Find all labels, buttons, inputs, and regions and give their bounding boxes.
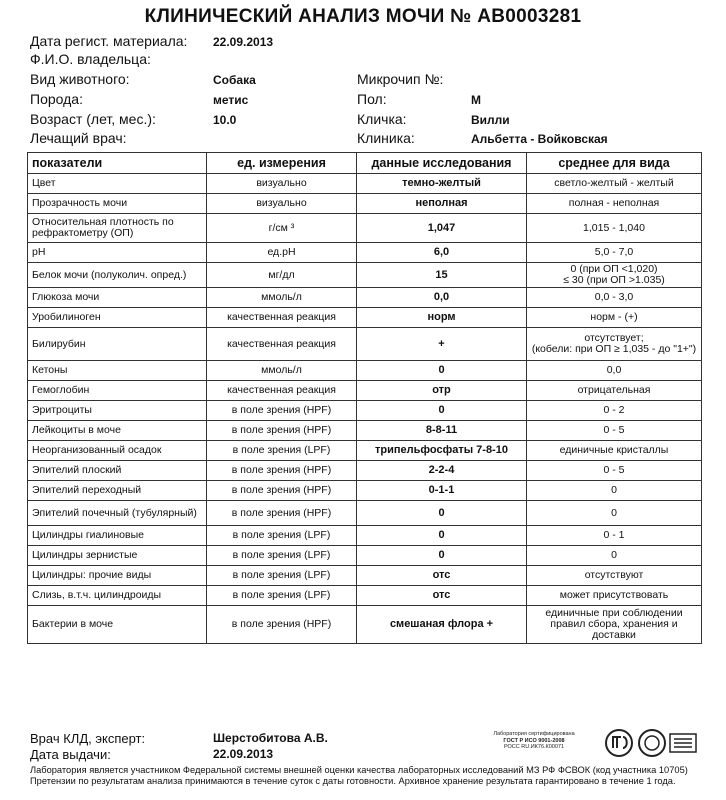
- col-header-unit: ед. измерения: [207, 153, 357, 174]
- row-reference: 5,0 - 7,0: [527, 243, 702, 263]
- row-unit: в поле зрения (LPF): [207, 586, 357, 606]
- row-result: смешаная флора +: [357, 606, 527, 644]
- row-unit: ммоль/л: [207, 361, 357, 381]
- row-parameter: Цилиндры: прочие виды: [28, 566, 207, 586]
- row-reference: 0: [527, 546, 702, 566]
- results-table: [27, 152, 702, 644]
- row-parameter: Цилиндры зернистые: [28, 546, 207, 566]
- row-result: 0: [357, 401, 527, 421]
- species-value: Собака: [213, 73, 256, 87]
- row-unit: в поле зрения (HPF): [207, 461, 357, 481]
- table-row: [28, 328, 702, 361]
- row-unit: визуально: [207, 194, 357, 214]
- table-row: [28, 546, 702, 566]
- table-row: [28, 194, 702, 214]
- expert-value: Шерстобитова А.В.: [213, 731, 328, 745]
- row-result: неполная: [357, 194, 527, 214]
- row-parameter: Уробилиноген: [28, 308, 207, 328]
- clinic-value: Альбетта - Войковская: [471, 132, 608, 146]
- table-row: [28, 566, 702, 586]
- row-unit: визуально: [207, 174, 357, 194]
- row-reference: 0: [527, 481, 702, 501]
- row-result: 15: [357, 263, 527, 288]
- table-row: [28, 381, 702, 401]
- row-reference: 0: [527, 501, 702, 526]
- table-header-row: [28, 153, 702, 174]
- cert-line: ГОСТ Р ИСО 9001-2008: [503, 737, 565, 744]
- row-result: 8-8-11: [357, 421, 527, 441]
- document-title: КЛИНИЧЕСКИЙ АНАЛИЗ МОЧИ № АВ0003281: [144, 6, 582, 27]
- table-row: [28, 174, 702, 194]
- row-result: 0: [357, 526, 527, 546]
- row-result: 0: [357, 501, 527, 526]
- table-row: [28, 263, 702, 288]
- row-result: отр: [357, 381, 527, 401]
- row-unit: в поле зрения (LPF): [207, 546, 357, 566]
- table-row: [28, 243, 702, 263]
- row-result: 1,047: [357, 214, 527, 243]
- row-parameter: Кетоны: [28, 361, 207, 381]
- row-reference: 0 - 2: [527, 401, 702, 421]
- row-result: 0: [357, 546, 527, 566]
- row-reference: может присутствовать: [527, 586, 702, 606]
- row-parameter: pH: [28, 243, 207, 263]
- row-parameter: Билирубин: [28, 328, 207, 361]
- table-row: [28, 481, 702, 501]
- table-row: [28, 501, 702, 526]
- row-reference: 1,015 - 1,040: [527, 214, 702, 243]
- table-row: [28, 606, 702, 644]
- row-result: темно-желтый: [357, 174, 527, 194]
- table-row: [28, 308, 702, 328]
- table-row: [28, 288, 702, 308]
- breed-label: Порода:: [30, 91, 83, 107]
- doctor-label: Лечащий врач:: [30, 130, 127, 146]
- row-result: норм: [357, 308, 527, 328]
- row-reference: 0,0: [527, 361, 702, 381]
- table-row: [28, 421, 702, 441]
- row-unit: в поле зрения (LPF): [207, 566, 357, 586]
- table-row: [28, 461, 702, 481]
- row-reference: единичные при соблюдении правил сбора, хранения и доставки: [527, 606, 702, 644]
- nick-label: Кличка:: [357, 111, 407, 127]
- issue-date-label: Дата выдачи:: [30, 747, 111, 762]
- row-unit: качественная реакция: [207, 328, 357, 361]
- reg-date-value: 22.09.2013: [213, 35, 274, 49]
- row-parameter: Бактерии в моче: [28, 606, 207, 644]
- row-result: 0,0: [357, 288, 527, 308]
- table-row: [28, 214, 702, 243]
- row-parameter: Цилиндры гиалиновые: [28, 526, 207, 546]
- row-unit: г/см ³: [207, 214, 357, 243]
- age-label: Возраст (лет, мес.):: [30, 111, 156, 127]
- row-reference: светло-желтый - желтый: [527, 174, 702, 194]
- row-unit: в поле зрения (LPF): [207, 441, 357, 461]
- table-row: [28, 526, 702, 546]
- certification-text: [470, 731, 598, 751]
- table-row: [28, 441, 702, 461]
- row-reference: полная - неполная: [527, 194, 702, 214]
- nick-value: Вилли: [471, 113, 510, 127]
- row-parameter: Слизь, в.т.ч. цилиндроиды: [28, 586, 207, 606]
- row-result: отс: [357, 566, 527, 586]
- species-label: Вид животного:: [30, 71, 130, 87]
- sex-value: М: [471, 93, 481, 107]
- row-parameter: Относительная плотность по рефрактометру (ОП): [28, 214, 207, 243]
- age-value: 10.0: [213, 113, 237, 127]
- row-parameter: Эпителий почечный (тубулярный): [28, 501, 207, 526]
- row-reference: 0 - 1: [527, 526, 702, 546]
- row-unit: мг/дл: [207, 263, 357, 288]
- breed-value: метис: [213, 93, 249, 107]
- col-header-reference: среднее для вида: [527, 153, 702, 174]
- issue-date-value: 22.09.2013: [213, 747, 274, 761]
- row-parameter: Лейкоциты в моче: [28, 421, 207, 441]
- row-parameter: Белок мочи (полуколич. опред.): [28, 263, 207, 288]
- row-reference: 0 - 5: [527, 461, 702, 481]
- row-result: отс: [357, 586, 527, 606]
- row-unit: в поле зрения (HPF): [207, 421, 357, 441]
- row-unit: ммоль/л: [207, 288, 357, 308]
- row-reference: единичные кристаллы: [527, 441, 702, 461]
- gost-iso-logo: [604, 728, 699, 758]
- chip-label: Микрочип №:: [357, 71, 444, 87]
- row-reference: 0 (при ОП <1,020) ≤ 30 (при ОП >1.035): [527, 263, 702, 288]
- reg-date-label: Дата регист. материала:: [30, 33, 188, 49]
- row-parameter: Эритроциты: [28, 401, 207, 421]
- row-result: 0: [357, 361, 527, 381]
- row-result: трипельфосфаты 7-8-10: [357, 441, 527, 461]
- row-reference: отрицательная: [527, 381, 702, 401]
- row-result: 2-2-4: [357, 461, 527, 481]
- row-unit: в поле зрения (HPF): [207, 606, 357, 644]
- row-reference: отсутствует; (кобели: при ОП ≥ 1,035 - до "1+"): [527, 328, 702, 361]
- row-unit: в поле зрения (HPF): [207, 501, 357, 526]
- row-unit: качественная реакция: [207, 308, 357, 328]
- sex-label: Пол:: [357, 91, 387, 107]
- row-reference: норм - (+): [527, 308, 702, 328]
- row-parameter: Эпителий плоский: [28, 461, 207, 481]
- row-unit: в поле зрения (HPF): [207, 481, 357, 501]
- col-header-parameter: показатели: [28, 153, 207, 174]
- col-header-result: данные исследования: [357, 153, 527, 174]
- row-result: 6,0: [357, 243, 527, 263]
- row-unit: качественная реакция: [207, 381, 357, 401]
- row-reference: отсутствуют: [527, 566, 702, 586]
- row-reference: 0 - 5: [527, 421, 702, 441]
- cert-line: Лаборатория сертифицирована: [493, 731, 575, 737]
- clinic-label: Клиника:: [357, 130, 415, 146]
- row-unit: в поле зрения (HPF): [207, 401, 357, 421]
- row-reference: 0,0 - 3,0: [527, 288, 702, 308]
- row-parameter: Цвет: [28, 174, 207, 194]
- table-row: [28, 401, 702, 421]
- row-result: 0-1-1: [357, 481, 527, 501]
- row-parameter: Неорганизованный осадок: [28, 441, 207, 461]
- owner-label: Ф.И.О. владельца:: [30, 51, 151, 67]
- expert-label: Врач КЛД, эксперт:: [30, 731, 146, 746]
- row-unit: ед.pH: [207, 243, 357, 263]
- cert-line: РОСС RU.ИК76.К00071: [503, 744, 565, 750]
- table-row: [28, 361, 702, 381]
- table-row: [28, 586, 702, 606]
- row-parameter: Глюкоза мочи: [28, 288, 207, 308]
- row-parameter: Эпителий переходный: [28, 481, 207, 501]
- row-parameter: Прозрачность мочи: [28, 194, 207, 214]
- row-parameter: Гемоглобин: [28, 381, 207, 401]
- row-result: +: [357, 328, 527, 361]
- lab-note: Лаборатория является участником Федеральной системы внешней оценки качества лабораторных исследований МЗ РФ ФСВОК (код участника 10705) Претензии по результатам анализа принимаются в течение суток с даты готовности. Архивное хранение результата гарантировано в течение 1 года.: [30, 765, 688, 787]
- certification-logos: [604, 728, 699, 763]
- row-unit: в поле зрения (LPF): [207, 526, 357, 546]
